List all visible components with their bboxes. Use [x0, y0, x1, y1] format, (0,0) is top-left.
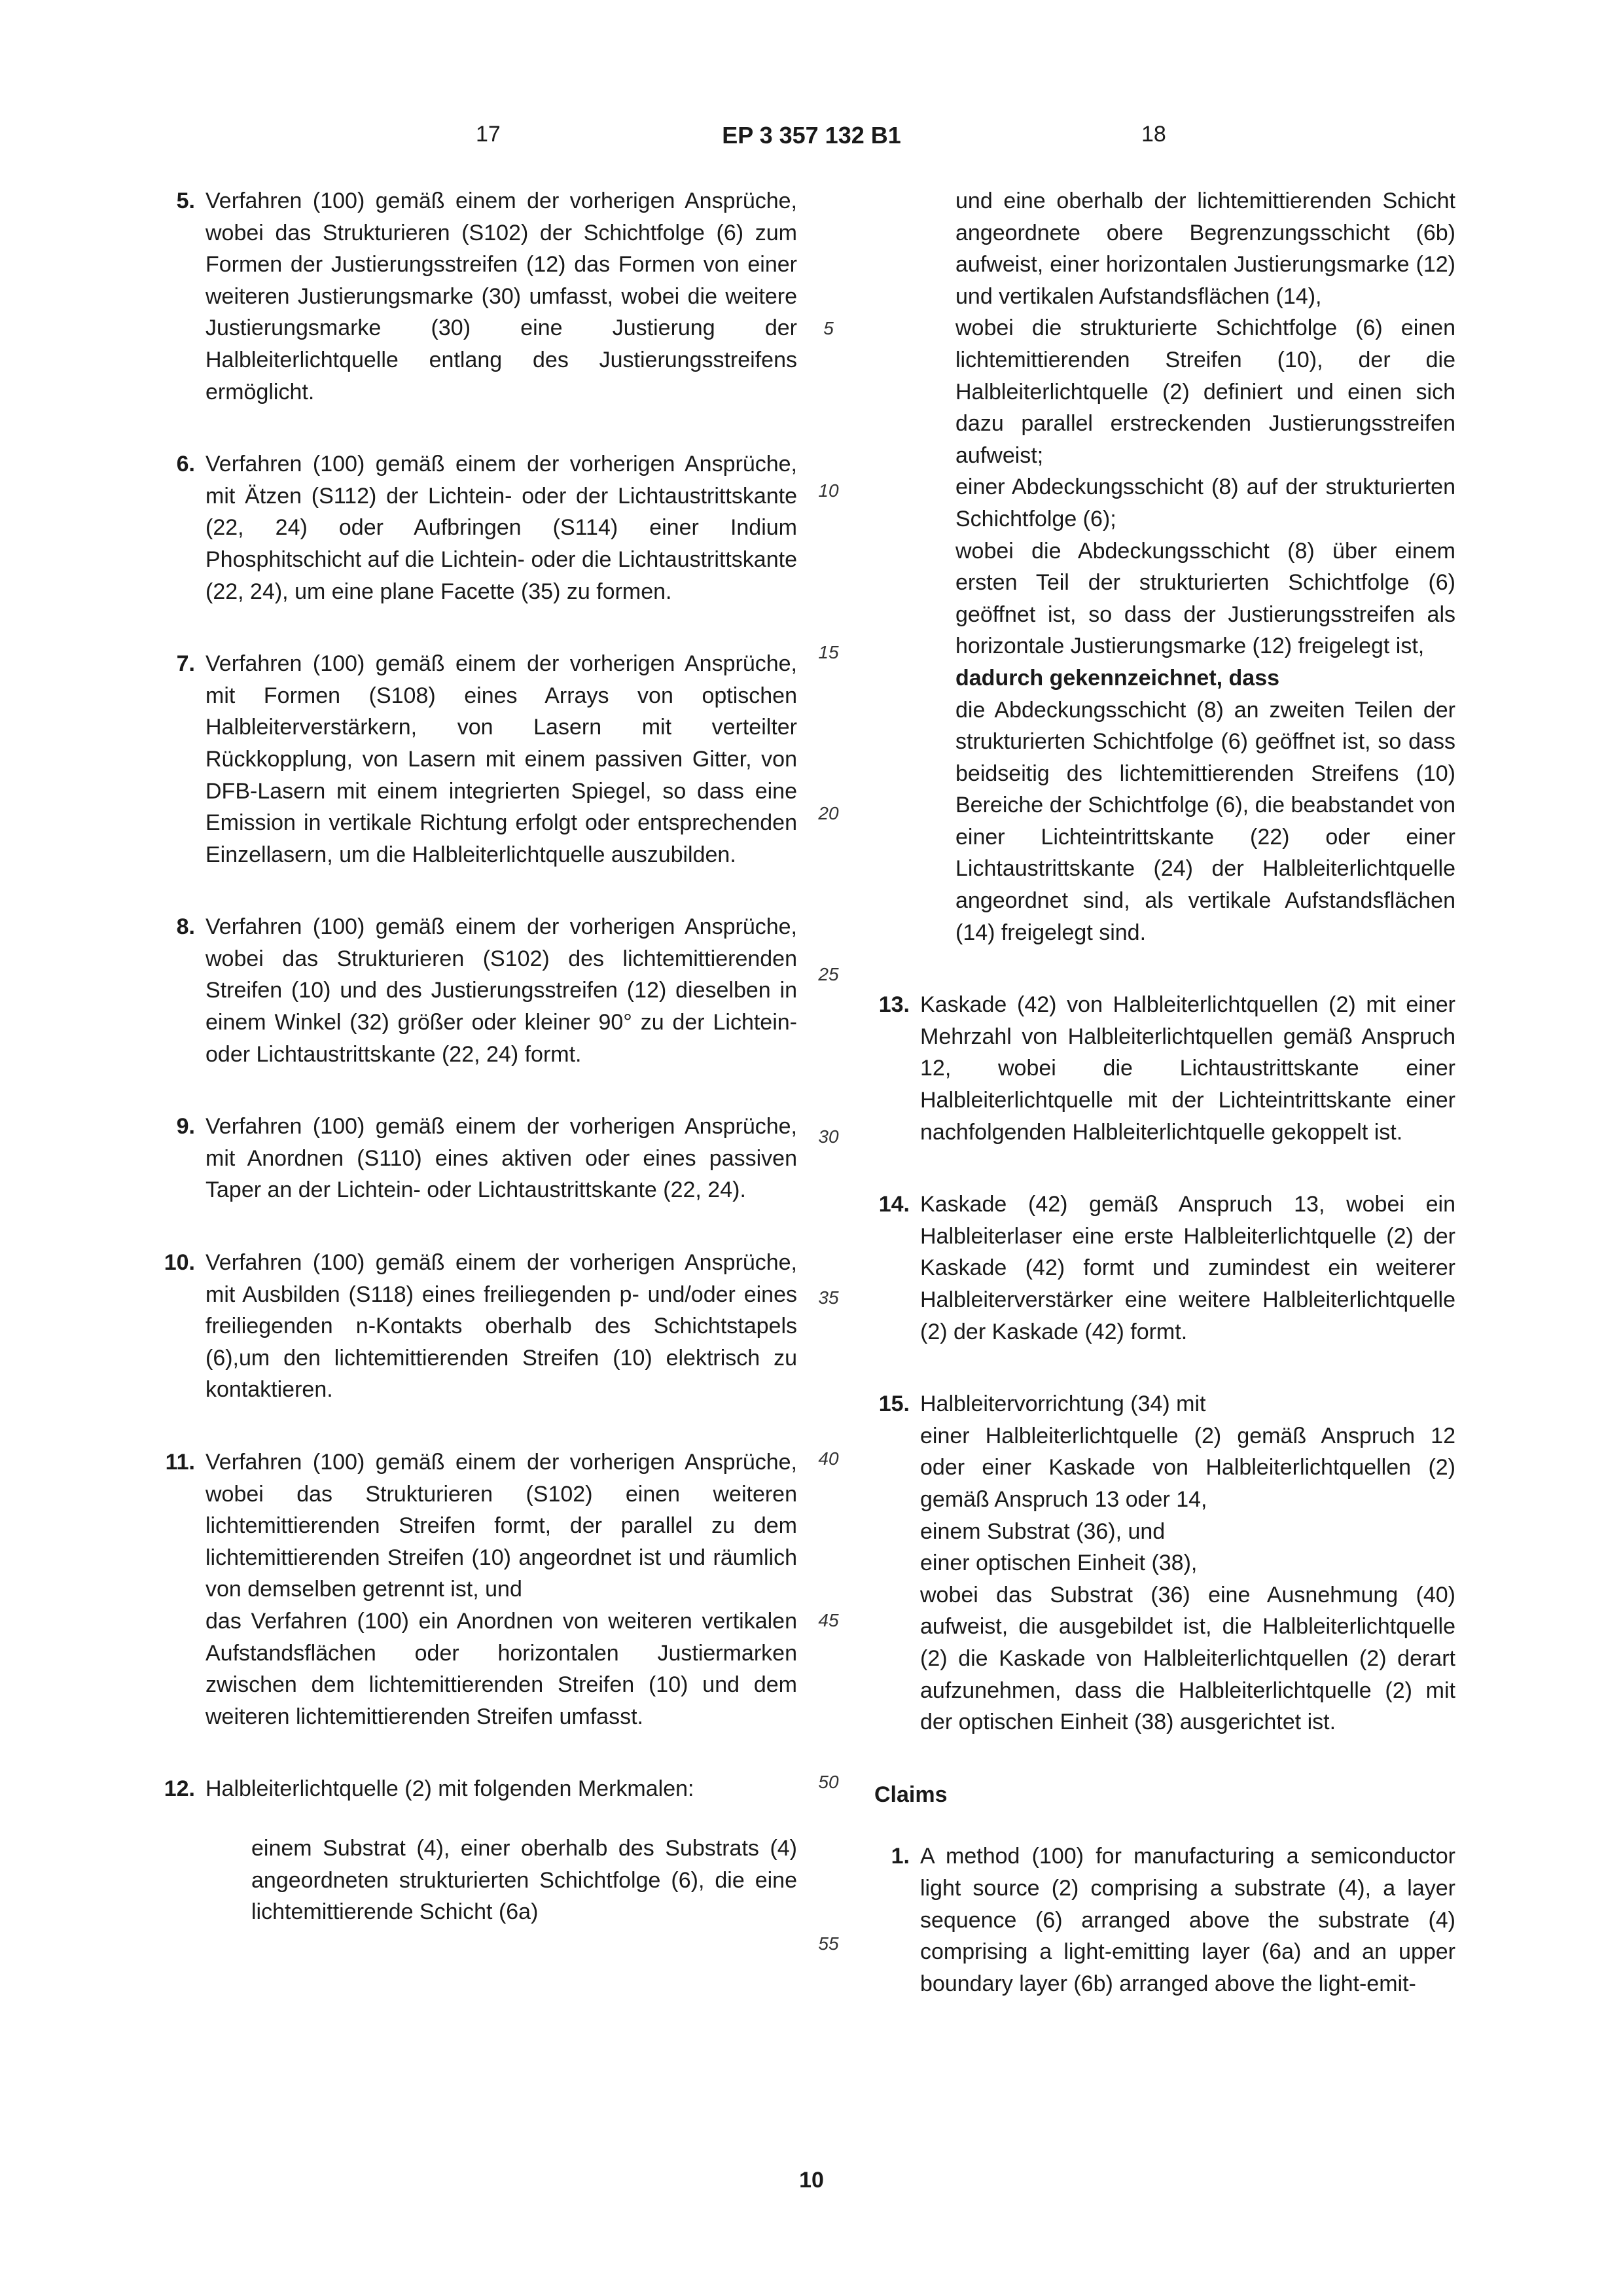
line-number: 10 — [818, 480, 839, 501]
claim-number: 13. — [878, 992, 910, 1018]
claim-6 — [176, 448, 797, 607]
claim-text: Kaskade (42) gemäß Anspruch 13, wobei ein Halbleiterlaser eine erste Halbleiterlichtquelle (2) der Kaskade (42) formt und zumindest ein weiterer Halbleiterverstärker eine weitere Halbleiterlichtquelle (2) der Kaskade (42) formt. — [920, 1192, 1455, 1344]
claim-13 — [878, 989, 1455, 1148]
right-column — [861, 185, 1455, 2040]
claim-number: 8. — [176, 914, 195, 940]
claim-text: Verfahren (100) gemäß einem der vorherigen Ansprüche, mit Ätzen (S112) der Lichtein- oder der Lichtaustrittskante (22, 24) oder Aufbringen (S114) einer Indium Phosphitschicht auf die Lichtein- oder die Lichtaustrittskante (22, 24), um eine plane Facette (35) zu formen. — [205, 452, 797, 604]
claim-number: 12. — [164, 1776, 195, 1802]
document-id: EP 3 357 132 B1 — [722, 122, 901, 149]
page-footer-number: 10 — [799, 2168, 824, 2193]
line-number: 25 — [818, 964, 839, 984]
claim-text: Halbleiterlichtquelle (2) mit folgenden Merkmalen: — [205, 1776, 694, 1802]
line-number: 35 — [818, 1287, 839, 1308]
claim-number: 11. — [165, 1450, 195, 1475]
section-title: Claims — [874, 1782, 948, 1807]
claim-paragraph: einer Abdeckungsschicht (8) auf der strukturierten Schichtfolge (6); — [955, 475, 1455, 531]
claim-text-continued: das Verfahren (100) ein Anordnen von weiteren vertikalen Aufstandsflächen oder horizontalen Justiermarken zwischen dem lichtemittierenden Streifen (10) und dem weiteren lichtemittierenden Streifen umfasst. — [205, 1608, 797, 1729]
claim-9 — [176, 1111, 797, 1206]
page-number-left: 17 — [476, 122, 501, 147]
claim-10 — [164, 1247, 797, 1406]
claim-text: A method (100) for manufacturing a semiconductor light source (2) comprising a substrate (4), a layer sequence (6) arranged above the substrate (4) comprising a light-emitting layer (6a) and an upper boundary layer (6b) arranged above the light-emit- — [920, 1844, 1455, 1996]
claim-text: Verfahren (100) gemäß einem der vorherigen Ansprüche, mit Ausbilden (S118) eines freiliegenden p- und/oder eines freiliegenden n-Kontakts oberhalb des Schichtstapels (6),um den lichtemittierenden Streifen (10) elektrisch zu kontaktieren. — [205, 1250, 797, 1403]
claim-number: 9. — [176, 1114, 195, 1139]
line-number: 30 — [818, 1126, 839, 1147]
claim-number: 15. — [878, 1391, 910, 1417]
claim-number: 1. — [891, 1844, 910, 1869]
claim-paragraph: die Abdeckungsschicht (8) an zweiten Teilen der strukturierten Schichtfolge (6) geöffnet ist, so dass beidseitig des lichtemittierenden Streifens (10) Bereiche der Schichtfolge (6), die beabstandet von einer Lichteintrittskante (22) oder einer Lichtaustrittskante (24) der Halbleiterlichtquelle angeordnet sind, als vertikale Aufstandsflächen (14) freigelegt sind. — [955, 697, 1455, 945]
left-column — [164, 185, 797, 1969]
claim-number: 14. — [878, 1192, 910, 1217]
claim-5 — [176, 185, 797, 408]
claim-text: Kaskade (42) von Halbleiterlichtquellen (2) mit einer Mehrzahl von Halbleiterlichtquellen gemäß Anspruch 12, wobei die Lichtaustrittskante einer Halbleiterlichtquelle mit der Lichteintrittskante einer nachfolgenden Halbleiterlichtquelle gekoppelt ist. — [920, 992, 1455, 1145]
claim-number: 7. — [176, 651, 195, 677]
claim-text: Verfahren (100) gemäß einem der vorherigen Ansprüche, wobei das Strukturieren (S102) einen weiteren lichtemittierenden Streifen formt, der parallel zu dem lichtemittierenden Streifen (10) angeordnet ist und räumlich von demselben getrennt ist, und — [205, 1450, 797, 1602]
line-number: 45 — [818, 1610, 839, 1630]
claim-line: einem Substrat (36), und — [920, 1518, 1166, 1544]
claim-line: wobei das Substrat (36) eine Ausnehmung (40) aufweist, die ausgebildet ist, die Halbleiterlichtquelle (2) die Kaskade von Halbleiterlichtquellen (2) derart aufzunehmen, dass die Halbleiterlichtquelle (2) mit der optischen Einheit (38) ausgerichtet ist. — [920, 1582, 1455, 1735]
line-number: 15 — [818, 642, 839, 662]
claim-15 — [878, 1388, 1455, 1738]
claim-text: Halbleitervorrichtung (34) mit — [920, 1391, 1206, 1417]
line-number: 40 — [818, 1448, 839, 1469]
line-number: 5 — [823, 318, 834, 338]
claim-8 — [176, 911, 797, 1070]
claim-paragraph: wobei die strukturierte Schichtfolge (6) einen lichtemittierenden Streifen (10), der die Halbleiterlichtquelle (2) definiert und einen sich dazu parallel erstreckenden Justierungsstreifen aufweist; — [955, 315, 1455, 468]
claim-text: Verfahren (100) gemäß einem der vorherigen Ansprüche, mit Anordnen (S110) eines aktiven oder eines passiven Taper an der Lichtein- oder Lichtaustrittskante (22, 24). — [205, 1114, 797, 1203]
claim-line: einer optischen Einheit (38), — [920, 1551, 1198, 1576]
claim-text-continued: einem Substrat (4), einer oberhalb des Substrats (4) angeordneten strukturierten Schichtfolge (6), die eine lichtemittierende Schicht (6a) — [251, 1835, 797, 1925]
line-number: 50 — [818, 1772, 839, 1792]
claim-12 — [164, 1773, 797, 1928]
claim-paragraph: und eine oberhalb der lichtemittierenden Schicht angeordnete obere Begrenzungsschicht (6b) aufweist, einer horizontalen Justierungsmarke (12) und vertikalen Aufstandsflächen (14), — [955, 188, 1455, 309]
claim-11 — [165, 1446, 797, 1732]
claim-line: einer Halbleiterlichtquelle (2) gemäß Anspruch 12 oder einer Kaskade von Halbleiterlichtquellen (2) gemäß Anspruch 13 oder 14, — [920, 1423, 1455, 1512]
claim-text: Verfahren (100) gemäß einem der vorherigen Ansprüche, wobei das Strukturieren (S102) des lichtemittierenden Streifen (10) und des Justierungsstreifen (12) dieselben in einem Winkel (32) größer oder kleiner 90° zu der Lichtein- oder Lichtaustrittskante (22, 24) formt. — [205, 914, 797, 1067]
claim-12-continuation — [955, 185, 1455, 948]
claim-1-en — [891, 1840, 1455, 2000]
line-number: 20 — [818, 803, 839, 823]
characterizing-clause: dadurch gekennzeichnet, dass — [955, 665, 1280, 691]
claim-text: Verfahren (100) gemäß einem der vorherigen Ansprüche, mit Formen (S108) eines Arrays von optischen Halbleiterverstärkern, von Lasern mit verteilter Rückkopplung, von Lasern mit einem passiven Gitter, von DFB-Lasern mit einem integrierten Spiegel, so dass eine Emission in vertikale Richtung erfolgt oder entsprechenden Einzellasern, um die Halbleiterlichtquelle auszubilden. — [205, 651, 797, 867]
line-number: 55 — [818, 1933, 839, 1954]
claim-number: 6. — [176, 452, 195, 477]
claim-text: Verfahren (100) gemäß einem der vorherigen Ansprüche, wobei das Strukturieren (S102) der Schichtfolge (6) zum Formen der Justierungsstreifen (12) das Formen von einer weiteren Justierungsmarke (30) umfasst, wobei die weitere Justierungsmarke (30) eine Justierung der Halbleiterlichtquelle entlang des Justierungsstreifens ermöglicht. — [205, 188, 797, 404]
claim-number: 5. — [176, 188, 195, 213]
page-number-right: 18 — [1141, 122, 1166, 147]
claim-number: 10. — [164, 1250, 195, 1276]
claim-7 — [176, 648, 797, 870]
claim-14 — [878, 1189, 1455, 1348]
claim-paragraph: wobei die Abdeckungsschicht (8) über einem ersten Teil der strukturierten Schichtfolge (6) geöffnet ist, so dass der Justierungsstreifen als horizontale Justierungsmarke (12) freigelegt ist, — [955, 538, 1455, 659]
